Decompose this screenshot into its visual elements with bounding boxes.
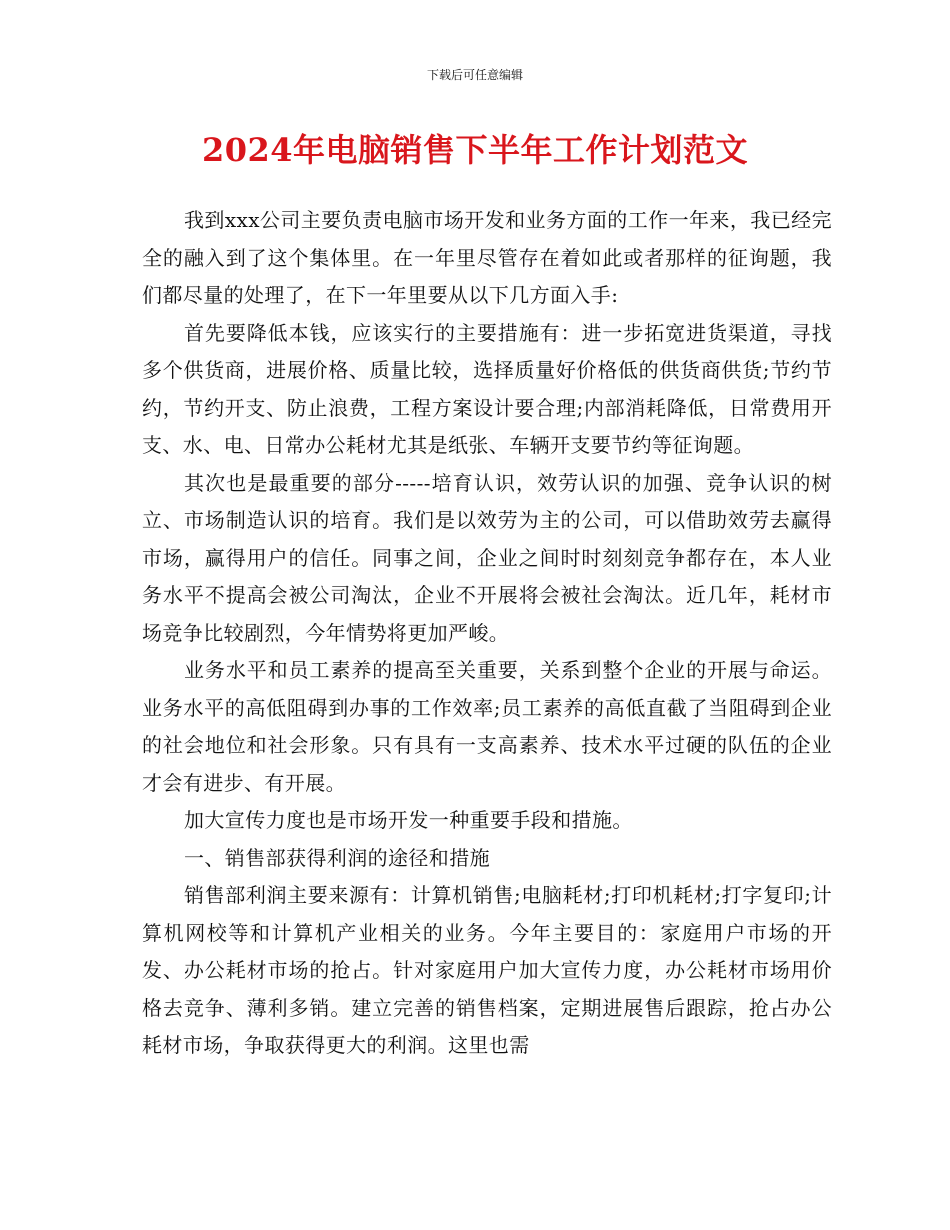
paragraph: 其次也是最重要的部分-----培育认识，效劳认识的加强、竞争认识的树立、市场制造认识的培育。我们是以效劳为主的公司，可以借助效劳去赢得市场，赢得用户的信任。同事之间，企业之间时时刻刻竞争都存在，本人业务水平不提高会被公司淘汰，企业不开展将会被社会淘汰。近几年，耗材市场竞争比较剧烈，今年情势将更加严峻。 bbox=[142, 470, 832, 645]
paragraph: 销售部利润主要来源有：计算机销售;电脑耗材;打印机耗材;打字复印;计算机网校等和计算机产业相关的业务。今年主要目的：家庭用户市场的开发、办公耗材市场的抢占。针对家庭用户加大宣传力度，办公耗材市场用价格去竞争、薄利多销。建立完善的销售档案，定期进展售后跟踪，抢占办公耗材市场，争取获得更大的利润。这里也需 bbox=[142, 883, 832, 1057]
document-title: 2024年电脑销售下半年工作计划范文 bbox=[201, 131, 749, 169]
section-heading: 一、销售部获得利润的途径和措施 bbox=[184, 845, 490, 870]
header-note: 下载后可任意编辑 bbox=[426, 68, 523, 82]
paragraph: 业务水平和员工素养的提高至关重要，关系到整个企业的开展与命运。业务水平的高低阻碍到办事的工作效率;员工素养的高低直截了当阻碍到企业的社会地位和社会形象。只有具有一支高素养、技术水平过硬的队伍的企业才会有进步、有开展。 bbox=[142, 658, 832, 795]
document-body bbox=[142, 202, 832, 1065]
paragraph: 首先要降低本钱，应该实行的主要措施有：进一步拓宽进货渠道，寻找多个供货商，进展价格、质量比较，选择质量好价格低的供货商供货;节约节约，节约开支、防止浪费，工程方案设计要合理;内部消耗降低，日常费用开支、水、电、日常办公耗材尤其是纸张、车辆开支要节约等征询题。 bbox=[142, 320, 832, 457]
paragraph: 我到xxx公司主要负责电脑市场开发和业务方面的工作一年来，我已经完全的融入到了这个集体里。在一年里尽管存在着如此或者那样的征询题，我们都尽量的处理了，在下一年里要从以下几方面入手: bbox=[142, 208, 832, 307]
paragraph: 加大宣传力度也是市场开发一种重要手段和措施。 bbox=[184, 808, 633, 832]
